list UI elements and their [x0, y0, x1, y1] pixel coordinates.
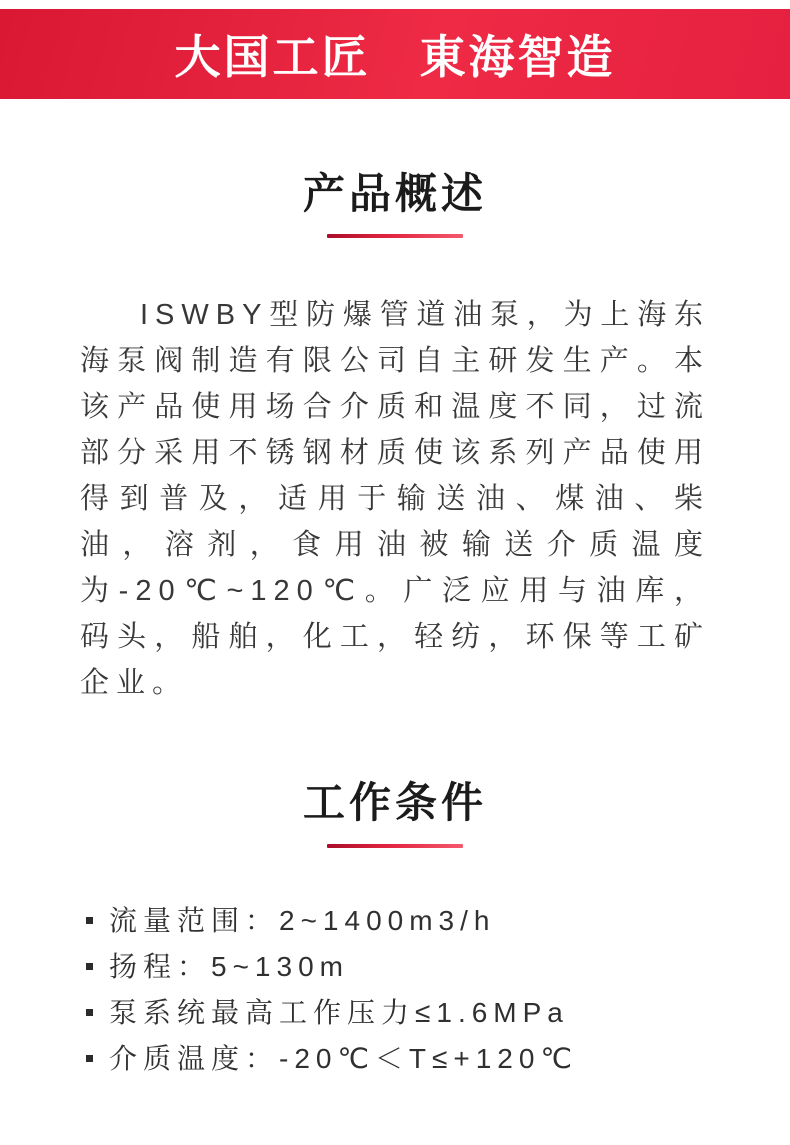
condition-flow-range: 流量范围：2~1400m3/h: [109, 904, 496, 936]
condition-medium-temperature: 介质温度：-20℃＜T≤+120℃: [109, 1042, 578, 1074]
list-item: [86, 990, 730, 1036]
overview-paragraph: ISWBY型防爆管道油泵，为上海东海泵阀制造有限公司自主研发生产。本该产品使用场合介质和温度不同，过流部分采用不锈钢材质使该系列产品使用得到普及，适用于输送油、煤油、柴油，溶剂，食用油被输送介质温度为-20℃~120℃。广泛应用与油库，码头，船舶，化工，轻纺，环保等工矿企业。: [80, 299, 710, 700]
working-conditions-title-underline: [327, 844, 463, 848]
overview-section-title: 产品概述: [302, 170, 487, 217]
bullet-dot-icon: [86, 1009, 93, 1016]
list-item: [86, 898, 730, 944]
brand-banner: [0, 9, 790, 99]
condition-max-pressure: 泵系统最高工作压力≤1.6MPa: [109, 996, 569, 1028]
bullet-dot-icon: [86, 1055, 93, 1062]
list-item: [86, 1036, 730, 1082]
overview-section: [0, 169, 790, 706]
overview-title-underline: [327, 234, 463, 238]
brand-banner-title: 大国工匠 東海智造: [174, 31, 616, 83]
page-root: [0, 9, 790, 1145]
bullet-dot-icon: [86, 917, 93, 924]
condition-head: 扬程：5~130m: [109, 950, 349, 982]
working-conditions-title: 工作条件: [302, 779, 487, 827]
working-conditions-section: [0, 778, 790, 1081]
bullet-dot-icon: [86, 963, 93, 970]
working-conditions-list: [86, 898, 730, 1082]
list-item: [86, 944, 730, 990]
